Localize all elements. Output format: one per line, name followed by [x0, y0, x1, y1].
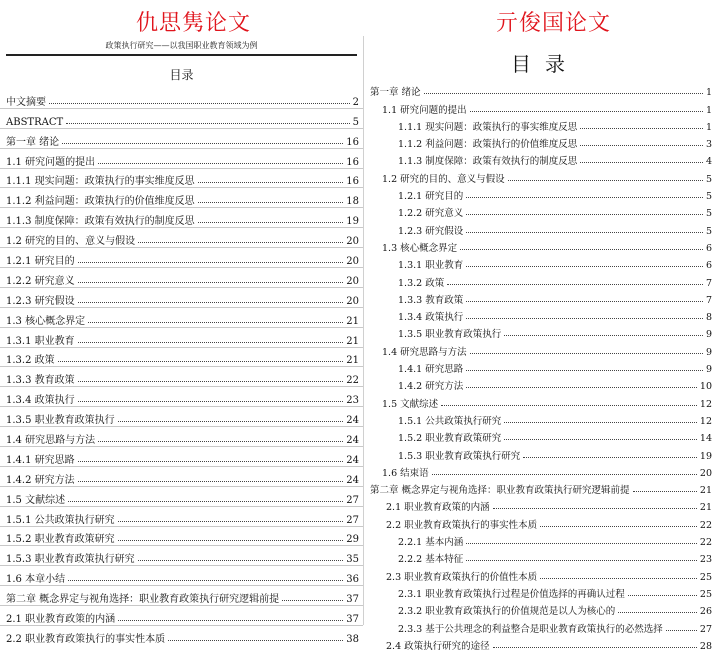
toc-entry-page: 16	[346, 176, 359, 188]
toc-entry	[370, 254, 720, 271]
dot-leader	[78, 381, 344, 382]
toc-entry-title: 1.2 研究的目的、意义与假设	[6, 236, 136, 248]
toc-entry	[370, 185, 720, 202]
toc-entry	[370, 306, 720, 323]
toc-entry-title: 1.3.3 教育政策	[398, 294, 464, 306]
toc-entry	[0, 148, 363, 168]
dot-leader	[666, 630, 697, 631]
toc-entry	[0, 168, 363, 188]
toc-entry-page: 22	[346, 375, 359, 387]
toc-entry-page: 18	[346, 196, 359, 208]
toc-entry-page: 20	[699, 467, 712, 479]
toc-entry-title: 2.3 职业教育政策执行的价值性本质	[386, 571, 538, 583]
toc-entry-page: 5	[352, 116, 359, 128]
dot-leader	[198, 222, 344, 223]
toc-entry-page: 16	[346, 156, 359, 168]
dot-leader	[493, 647, 697, 648]
toc-entry-title: 2.3.2 职业教育政策执行的价值规范是以人为核心的	[398, 606, 616, 618]
toc-title: 目录	[511, 52, 579, 76]
toc-entry-page: 36	[346, 574, 359, 586]
toc-entry-page: 21	[699, 502, 712, 514]
left-headline: 仇思隽论文	[136, 11, 252, 36]
dot-leader	[68, 501, 343, 502]
toc-entry-page: 3	[705, 139, 712, 151]
toc-entry-title: 2.2.2 基本特征	[398, 554, 464, 566]
dot-leader	[540, 526, 697, 527]
dot-leader	[78, 302, 344, 303]
toc-entry	[370, 219, 720, 236]
toc-entry	[370, 98, 720, 115]
toc-entry	[0, 307, 363, 327]
toc-entry	[370, 150, 720, 167]
toc-entry	[0, 267, 363, 287]
toc-entry-title: 1.5.3 职业教育政策执行研究	[398, 450, 521, 462]
dot-leader	[540, 578, 697, 579]
dot-leader	[88, 322, 343, 323]
toc-entry	[370, 410, 720, 427]
dot-leader	[98, 163, 343, 164]
toc-entry-page: 5	[705, 225, 712, 237]
toc-entry-page: 23	[346, 395, 359, 407]
toc-entry	[370, 340, 720, 357]
toc-entry-title: 第二章 概念界定与视角选择：职业教育政策执行研究逻辑前提	[370, 485, 630, 497]
toc-entry-page: 5	[705, 191, 712, 203]
dot-leader	[118, 421, 344, 422]
toc-entry-page: 24	[346, 474, 359, 486]
toc-entry-page: 1	[705, 104, 712, 116]
toc-entry-title: 2.1 职业教育政策的内涵	[386, 502, 490, 514]
toc-entry	[370, 479, 720, 496]
toc-entry-title: ABSTRACT	[6, 116, 64, 128]
dot-leader	[66, 123, 349, 124]
toc-entry-page: 24	[346, 454, 359, 466]
toc-entry	[370, 444, 720, 461]
toc-entry	[370, 358, 720, 375]
toc-entry-page: 19	[699, 450, 712, 462]
toc-entry-page: 22	[699, 519, 712, 531]
toc-entry-title: 1.3.3 教育政策	[6, 375, 75, 387]
toc-entry-title: 1.1 研究问题的提出	[6, 156, 96, 168]
toc-entry-page: 37	[346, 614, 359, 626]
toc-entry	[370, 271, 720, 288]
dot-leader	[466, 387, 697, 388]
dot-leader	[504, 335, 703, 336]
toc-entry-page: 25	[699, 571, 712, 583]
toc-entry	[370, 565, 720, 582]
toc-entry-title: 2.1 职业教育政策的内涵	[6, 614, 116, 626]
toc-entry	[370, 237, 720, 254]
dot-leader	[168, 640, 343, 641]
toc-entry-page: 9	[705, 364, 712, 376]
toc-entry-page: 4	[705, 156, 712, 168]
toc-entry-title: 1.6 本章小结	[6, 574, 66, 586]
dot-leader	[460, 249, 703, 250]
toc-entry	[0, 347, 363, 367]
toc-entry-title: 1.4.2 研究方法	[6, 474, 75, 486]
toc-entry	[0, 426, 363, 446]
toc-entry-page: 7	[705, 277, 712, 289]
toc-entry	[370, 548, 720, 565]
toc-entry-title: 2.3.3 基于公共理念的利益整合是职业教育政策执行的必然选择	[398, 623, 663, 635]
toc-entry-title: 2.3.1 职业教育政策执行过程是价值选择的再确认过程	[398, 588, 625, 600]
toc-entry-title: 1.2 研究的目的、意义与假设	[382, 173, 505, 185]
toc-entry-page: 19	[346, 216, 359, 228]
dot-leader	[470, 111, 703, 112]
dot-leader	[118, 540, 344, 541]
dot-leader	[447, 284, 703, 285]
dot-leader	[508, 180, 703, 181]
toc-entry-page: 27	[699, 623, 712, 635]
toc-entry-title: 1.5.3 职业教育政策执行研究	[6, 554, 135, 566]
toc-entry	[0, 585, 363, 605]
toc-entry-page: 12	[699, 415, 712, 427]
toc-entry-page: 35	[346, 554, 359, 566]
toc-entry-title: 2.2 职业教育政策执行的事实性本质	[6, 633, 166, 645]
toc-entry	[370, 513, 720, 530]
dot-leader	[466, 301, 703, 302]
toc-entry-title: 1.2.1 研究目的	[398, 191, 464, 203]
running-head: 政策执行研究——以我国职业教育领域为例	[6, 36, 357, 56]
toc-entry-page: 20	[346, 256, 359, 268]
toc-entry	[370, 289, 720, 306]
toc-entry-title: 1.5.2 职业教育政策研究	[6, 534, 115, 546]
toc-entry-title: 1.2.3 研究假设	[6, 295, 75, 307]
toc-entry-page: 24	[346, 435, 359, 447]
dot-leader	[504, 422, 697, 423]
toc-entry-page: 20	[346, 295, 359, 307]
toc-entry-page: 6	[705, 242, 712, 254]
toc-entry-page: 5	[705, 173, 712, 185]
dot-leader	[68, 580, 343, 581]
toc-entry-title: 1.5 文献综述	[6, 494, 66, 506]
toc-entry	[0, 327, 363, 347]
toc-entry-title: 1.1.2 利益问题：政策执行的价值维度反思	[398, 139, 578, 151]
toc-entry-page: 22	[699, 537, 712, 549]
toc-entry-page: 25	[699, 588, 712, 600]
toc-entry-title: 1.1.1 现实问题：政策执行的事实维度反思	[6, 176, 195, 188]
dot-leader	[432, 474, 697, 475]
toc-entry	[0, 625, 363, 645]
toc-entry-page: 21	[346, 335, 359, 347]
toc-entry	[0, 406, 363, 426]
dot-leader	[580, 128, 703, 129]
dot-leader	[198, 182, 344, 183]
dot-leader	[466, 543, 697, 544]
dot-leader	[78, 461, 344, 462]
toc-entry	[370, 392, 720, 409]
toc-entry	[0, 187, 363, 207]
toc-entry-page: 8	[705, 312, 712, 324]
toc-entry-title: 1.5 文献综述	[382, 398, 439, 410]
toc-entry-title: 第一章 绪论	[6, 136, 60, 148]
toc-entry-title: 1.5.1 公共政策执行研究	[6, 514, 115, 526]
dot-leader	[466, 232, 703, 233]
toc-entry	[0, 605, 363, 625]
toc-entry-title: 1.3 核心概念界定	[6, 315, 86, 327]
dot-leader	[466, 266, 703, 267]
toc-entry	[0, 506, 363, 526]
toc-entry-title: 1.3.5 职业教育政策执行	[398, 329, 502, 341]
toc-entry-title: 1.3.5 职业教育政策执行	[6, 415, 115, 427]
toc-entry-title: 1.3.1 职业教育	[6, 335, 75, 347]
dot-leader	[78, 282, 344, 283]
table-of-contents	[370, 81, 720, 652]
dot-leader	[78, 401, 344, 402]
dot-leader	[78, 262, 344, 263]
toc-entry-title: 中文摘要	[6, 96, 46, 108]
toc-entry-page: 28	[699, 640, 712, 652]
dot-leader	[580, 145, 703, 146]
toc-entry-page: 7	[705, 294, 712, 306]
toc-entry-page: 23	[699, 554, 712, 566]
toc-entry	[370, 427, 720, 444]
toc-entry	[370, 617, 720, 634]
dot-leader	[618, 612, 697, 613]
toc-entry	[370, 202, 720, 219]
toc-entry-title: 1.3.4 政策执行	[6, 395, 75, 407]
toc-entry-title: 1.3.1 职业教育	[398, 260, 464, 272]
toc-entry	[370, 496, 720, 513]
toc-entry-page: 21	[346, 315, 359, 327]
toc-entry-page: 10	[699, 381, 712, 393]
toc-entry-page: 21	[346, 355, 359, 367]
dot-leader	[198, 202, 344, 203]
toc-entry-title: 1.1.3 制度保障：政策有效执行的制度反思	[398, 156, 578, 168]
dot-leader	[470, 353, 703, 354]
toc-entry	[0, 128, 363, 148]
toc-entry-title: 2.2.1 基本内涵	[398, 537, 464, 549]
toc-entry-page: 1	[705, 121, 712, 133]
toc-entry-title: 1.3.4 政策执行	[398, 312, 464, 324]
dot-leader	[118, 521, 344, 522]
dot-leader	[118, 620, 343, 621]
toc-entry-title: 1.6 结束语	[382, 467, 429, 479]
toc-entry	[0, 545, 363, 565]
toc-entry	[370, 531, 720, 548]
dot-leader	[424, 93, 703, 94]
dot-leader	[78, 481, 344, 482]
toc-entry	[0, 89, 363, 108]
toc-entry	[370, 583, 720, 600]
toc-entry-page: 12	[699, 398, 712, 410]
toc-entry-page: 9	[705, 329, 712, 341]
toc-entry	[370, 635, 720, 652]
toc-entry-page: 1	[705, 87, 712, 99]
toc-entry	[370, 116, 720, 133]
left-document-page	[0, 36, 364, 645]
toc-entry	[0, 287, 363, 307]
toc-entry-title: 1.3.2 政策	[398, 277, 445, 289]
toc-entry-title: 1.5.2 职业教育政策研究	[398, 433, 502, 445]
toc-entry-page: 20	[346, 275, 359, 287]
dot-leader	[441, 405, 697, 406]
toc-entry-page: 37	[346, 594, 359, 606]
toc-entry	[370, 375, 720, 392]
toc-entry-title: 1.1 研究问题的提出	[382, 104, 467, 116]
dot-leader	[466, 370, 703, 371]
toc-entry	[0, 207, 363, 227]
toc-entry-title: 1.3 核心概念界定	[382, 242, 458, 254]
toc-entry-title: 2.4 政策执行研究的途径	[386, 640, 490, 652]
toc-entry-page: 38	[346, 633, 359, 645]
toc-entry	[370, 462, 720, 479]
toc-entry	[0, 108, 363, 128]
dot-leader	[504, 439, 697, 440]
toc-entry-title: 1.2.3 研究假设	[398, 225, 464, 237]
toc-entry-page: 2	[352, 96, 359, 108]
toc-entry-title: 2.2 职业教育政策执行的事实性本质	[386, 519, 538, 531]
toc-entry-page: 26	[699, 606, 712, 618]
dot-leader	[78, 342, 344, 343]
toc-entry-title: 1.2.1 研究目的	[6, 256, 75, 268]
toc-entry	[0, 466, 363, 486]
toc-entry	[0, 526, 363, 546]
toc-entry-title: 1.4.1 研究思路	[6, 454, 75, 466]
toc-entry-page: 5	[705, 208, 712, 220]
dot-leader	[466, 214, 703, 215]
toc-entry-title: 1.1.2 利益问题：政策执行的价值维度反思	[6, 196, 195, 208]
dot-leader	[493, 508, 697, 509]
toc-entry-page: 27	[346, 514, 359, 526]
dot-leader	[628, 595, 697, 596]
toc-entry-title: 1.4.1 研究思路	[398, 364, 464, 376]
toc-entry-title: 1.4.2 研究方法	[398, 381, 464, 393]
toc-entry-page: 20	[346, 236, 359, 248]
toc-entry-title: 1.2.2 研究意义	[398, 208, 464, 220]
toc-entry	[0, 486, 363, 506]
toc-entry-title: 1.5.1 公共政策执行研究	[398, 415, 502, 427]
dot-leader	[580, 162, 703, 163]
toc-entry-page: 9	[705, 346, 712, 358]
toc-entry	[0, 227, 363, 247]
toc-entry	[0, 446, 363, 466]
toc-entry-title: 1.1.1 现实问题：政策执行的事实维度反思	[398, 121, 578, 133]
toc-entry-title: 第二章 概念界定与视角选择：职业教育政策执行研究逻辑前提	[6, 594, 280, 606]
right-document-page	[370, 36, 720, 652]
dot-leader	[62, 143, 343, 144]
dot-leader	[49, 103, 350, 104]
toc-entry-page: 16	[346, 136, 359, 148]
dot-leader	[466, 318, 703, 319]
toc-entry	[0, 366, 363, 386]
dot-leader	[58, 361, 344, 362]
toc-entry-title: 1.4 研究思路与方法	[382, 346, 467, 358]
toc-entry-title: 1.4 研究思路与方法	[6, 435, 96, 447]
dot-leader	[138, 242, 343, 243]
toc-entry	[370, 600, 720, 617]
toc-entry-page: 14	[699, 433, 712, 445]
toc-entry-title: 1.1.3 制度保障：政策有效执行的制度反思	[6, 216, 195, 228]
toc-entry-page: 29	[346, 534, 359, 546]
toc-entry	[370, 133, 720, 150]
toc-entry-page: 21	[699, 485, 712, 497]
toc-entry	[0, 565, 363, 585]
dot-leader	[523, 457, 697, 458]
toc-entry-title: 1.3.2 政策	[6, 355, 55, 367]
dot-leader	[633, 491, 697, 492]
toc-entry-page: 27	[346, 494, 359, 506]
toc-entry	[0, 247, 363, 267]
toc-title: 目录	[169, 68, 194, 82]
toc-entry	[370, 81, 720, 98]
toc-entry-page: 6	[705, 260, 712, 272]
table-of-contents	[0, 89, 363, 645]
dot-leader	[466, 560, 697, 561]
dot-leader	[98, 441, 343, 442]
dot-leader	[466, 197, 703, 198]
toc-entry	[0, 386, 363, 406]
toc-entry-page: 24	[346, 415, 359, 427]
toc-entry-title: 1.2.2 研究意义	[6, 275, 75, 287]
dot-leader	[138, 560, 344, 561]
toc-entry	[370, 167, 720, 184]
toc-entry	[370, 323, 720, 340]
dot-leader	[282, 600, 343, 601]
toc-entry-title: 第一章 绪论	[370, 87, 421, 99]
right-headline: 亓俊国论文	[496, 11, 612, 36]
